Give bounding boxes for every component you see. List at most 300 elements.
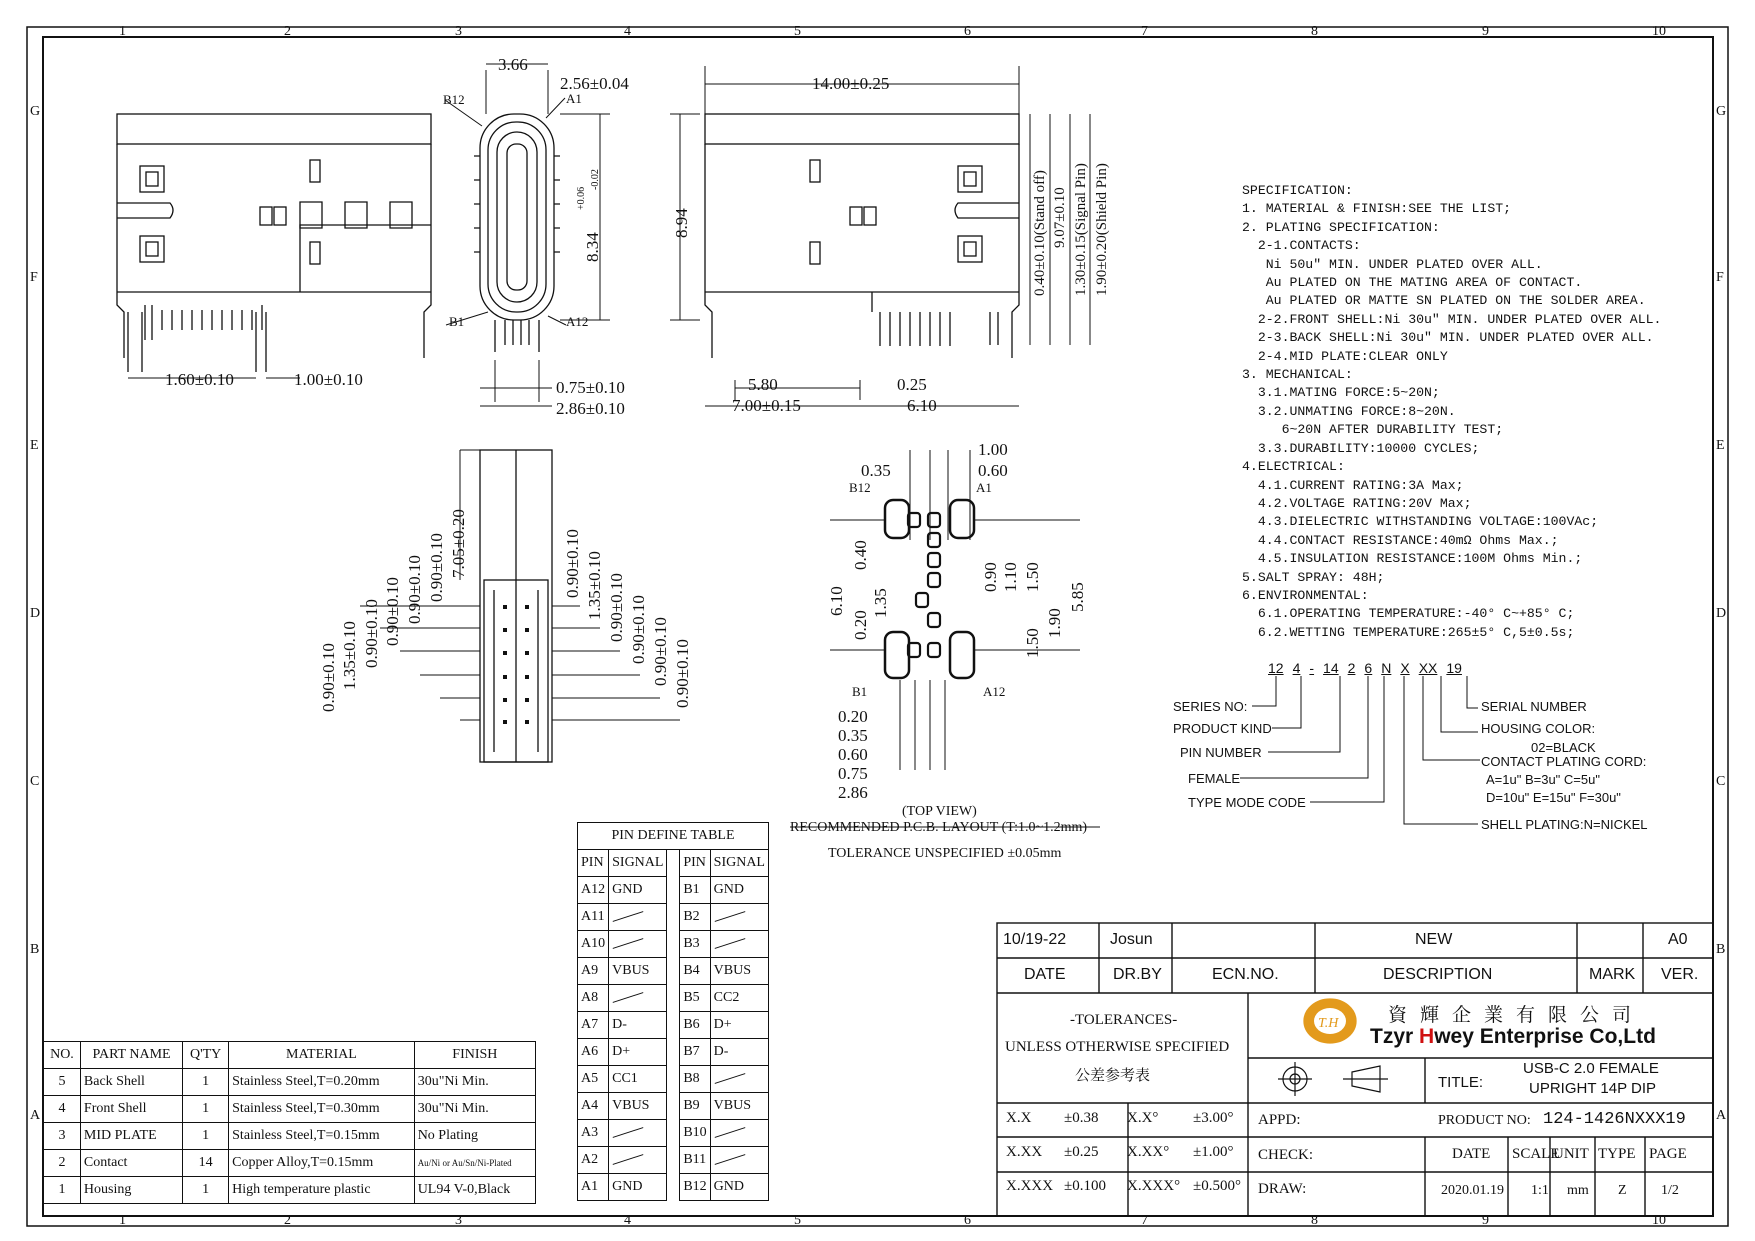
code-plating-def: D=10u" E=15u" F=30u" <box>1486 790 1621 805</box>
zone-col-top: 1 <box>119 24 126 39</box>
pin-table-gap <box>667 985 680 1012</box>
zone-col-bottom: 3 <box>455 1213 462 1228</box>
code-segment: 12 <box>1268 660 1284 676</box>
dim-pcb-100: 1.00 <box>978 440 1008 459</box>
table-row <box>578 985 769 1012</box>
zone-row-left: E <box>30 438 39 453</box>
bom-cell: Back Shell <box>80 1069 182 1096</box>
bom-cell: 2 <box>44 1150 81 1177</box>
not-connected-mark <box>613 911 644 922</box>
pin-table-gap <box>667 877 680 904</box>
zone-col-bottom: 2 <box>284 1213 291 1228</box>
plan-dim-right: 0.90±0.10 <box>607 573 626 642</box>
pin-cell: A10 <box>578 931 609 958</box>
title-label: TITLE: <box>1438 1074 1484 1091</box>
pcb-dim-bottom: 0.35 <box>838 726 868 745</box>
code-shell: SHELL PLATING:N=NICKEL <box>1481 817 1648 832</box>
plan-dim-left: 0.90±0.10 <box>362 599 381 668</box>
tolerance-cell: ±0.100 <box>1064 1178 1106 1194</box>
pin-cell: B9 <box>680 1093 710 1120</box>
pin-cell: A3 <box>578 1120 609 1147</box>
bom-cell: 14 <box>183 1150 229 1177</box>
head-date: DATE <box>1024 966 1066 983</box>
foot-type-value: Z <box>1618 1183 1627 1198</box>
bom-cell: No Plating <box>414 1123 535 1150</box>
dim-pcb-040: 0.40 <box>851 540 870 570</box>
dim-pcb-190: 1.90 <box>1045 608 1064 638</box>
dim-end-w2: 2.56±0.04 <box>560 74 629 93</box>
title-line2: UPRIGHT 14P DIP <box>1529 1080 1656 1097</box>
zone-row-left: F <box>30 270 38 285</box>
pin-cell: A7 <box>578 1012 609 1039</box>
foot-date-value: 2020.01.19 <box>1441 1183 1504 1198</box>
bom-cell: High temperature plastic <box>229 1177 415 1204</box>
dim-pcb-135: 1.35 <box>871 588 890 618</box>
code-pin-number: PIN NUMBER <box>1180 745 1262 760</box>
pin-cell: A8 <box>578 985 609 1012</box>
pin-cell: B12 <box>680 1174 710 1201</box>
bom-table <box>43 1041 536 1204</box>
spec-line: Au PLATED ON THE MATING AREA OF CONTACT. <box>1242 275 1583 291</box>
zone-row-right: G <box>1716 104 1727 119</box>
table-row <box>44 1069 536 1096</box>
pin-table-gap <box>667 1147 680 1174</box>
foot-page-value: 1/2 <box>1661 1183 1679 1198</box>
pcb-label-b1: B1 <box>852 684 868 699</box>
bom-cell: 1 <box>44 1177 81 1204</box>
tolerance-cell: X.X° <box>1127 1110 1159 1126</box>
signal-cell <box>609 931 667 958</box>
dim-end-w: 3.66 <box>498 55 528 74</box>
specification-notes <box>1242 182 1661 642</box>
not-connected-mark <box>714 911 745 922</box>
plan-dim-left: 0.90±0.10 <box>319 643 338 712</box>
bom-cell: Au/Ni or Au/Sn/Ni-Plated <box>414 1150 535 1177</box>
front-view <box>670 66 1090 406</box>
foot-unit-label: UNIT <box>1553 1146 1589 1162</box>
bom-cell: Stainless Steel,T=0.30mm <box>229 1096 415 1123</box>
pin-cell: B3 <box>680 931 710 958</box>
signal-col-header: SIGNAL <box>710 850 768 877</box>
pin-table-gap <box>667 1174 680 1201</box>
code-housing: HOUSING COLOR: <box>1481 721 1596 736</box>
table-row <box>578 1066 769 1093</box>
signal-cell <box>609 985 667 1012</box>
code-plating-abc: A=1u" B=3u" C=5u" <box>1486 772 1600 787</box>
dim-b610: 6.10 <box>907 396 937 415</box>
head-ver: VER. <box>1661 966 1699 983</box>
signal-cell: VBUS <box>609 958 667 985</box>
rev-date: 10/19-22 <box>1003 931 1067 948</box>
signal-cell: D- <box>609 1012 667 1039</box>
not-connected-mark <box>613 1154 644 1165</box>
signal-cell <box>710 931 768 958</box>
foot-type-label: TYPE <box>1598 1146 1636 1162</box>
dim-pcb-060: 0.60 <box>978 461 1008 480</box>
tolerances-cn: 公差参考表 <box>1075 1068 1151 1084</box>
not-connected-mark <box>613 1127 644 1138</box>
plan-right-dims <box>563 529 692 708</box>
spec-line: 6.1.OPERATING TEMPERATURE:-40° C~+85° C; <box>1242 606 1575 622</box>
pin-table-gap <box>667 1039 680 1066</box>
table-row <box>578 1120 769 1147</box>
table-row <box>578 877 769 904</box>
zone-col-top: 6 <box>964 24 971 39</box>
tolerance-cell: ±0.500° <box>1193 1178 1241 1194</box>
pcb-pads <box>908 513 940 657</box>
signal-cell: VBUS <box>710 1093 768 1120</box>
plan-dim-right: 0.90±0.10 <box>651 617 670 686</box>
signal-cell: GND <box>609 1174 667 1201</box>
signal-cell: CC1 <box>609 1066 667 1093</box>
pcb-top-view: (TOP VIEW) <box>902 804 977 819</box>
code-segment: 6 <box>1364 660 1373 676</box>
company-name-cn: 資輝企業有限公司 <box>1388 1005 1645 1026</box>
product-number: 124-1426NXXX19 <box>1543 1110 1686 1129</box>
spec-line: 4.5.INSULATION RESISTANCE:100M Ohms Min.; <box>1242 551 1583 567</box>
pin-table-gap <box>667 958 680 985</box>
pcb-pad <box>928 613 940 627</box>
tolerance-cell: ±0.25 <box>1064 1144 1099 1160</box>
rev-by: Josun <box>1110 931 1153 948</box>
spec-line: 2-4.MID PLATE:CLEAR ONLY <box>1242 348 1448 364</box>
zone-row-right: F <box>1716 270 1724 285</box>
plan-dim-left: 1.35±0.10 <box>340 621 359 690</box>
head-ecn: ECN.NO. <box>1212 966 1279 983</box>
foot-scale-label: SCALE <box>1512 1146 1560 1162</box>
head-mark: MARK <box>1589 966 1636 983</box>
label-b12: B12 <box>443 92 465 107</box>
pin-table-gap <box>667 850 680 877</box>
code-kind: PRODUCT KIND <box>1173 721 1272 736</box>
bom-cell: Front Shell <box>80 1096 182 1123</box>
plan-dim-left: 0.90±0.10 <box>405 555 424 624</box>
pin-define-table <box>577 822 769 1201</box>
bom-cell: 4 <box>44 1096 81 1123</box>
table-row <box>44 1177 536 1204</box>
zone-col-top: 3 <box>455 24 462 39</box>
not-connected-mark <box>714 1154 745 1165</box>
code-type-mode: TYPE MODE CODE <box>1188 795 1306 810</box>
zone-col-top: 7 <box>1141 24 1148 39</box>
dim-end-h: 8.34 <box>583 232 602 262</box>
pcb-pad <box>916 593 928 607</box>
not-connected-mark <box>613 938 644 949</box>
company-en-h: H <box>1419 1025 1435 1048</box>
pin-cell: A4 <box>578 1093 609 1120</box>
label-a12: A12 <box>566 314 589 329</box>
signal-cell <box>609 1120 667 1147</box>
tolerance-cell: X.XXX <box>1006 1178 1054 1194</box>
dim-shield-pin: 1.90±0.20(Shield Pin) <box>1094 163 1110 296</box>
dim-signal-pin: 1.30±0.15(Signal Pin) <box>1073 163 1089 296</box>
spec-line: 2. PLATING SPECIFICATION: <box>1242 219 1440 235</box>
code-segment: 2 <box>1347 660 1356 676</box>
pin-table-gap <box>667 1012 680 1039</box>
table-row <box>44 1123 536 1150</box>
dim-b025: 0.25 <box>897 375 927 394</box>
tolerance-cell: X.XX <box>1006 1144 1043 1160</box>
zone-col-top: 10 <box>1652 24 1666 39</box>
dim-h907: 9.07±0.10 <box>1052 187 1068 248</box>
pcb-recommended: RECOMMENDED P.C.B. LAYOUT (T:1.0~1.2mm) <box>790 820 1088 835</box>
signal-cell: GND <box>710 1174 768 1201</box>
dim-end-p2: 2.86±0.10 <box>556 399 625 418</box>
bom-cell: 30u"Ni Min. <box>414 1096 535 1123</box>
spec-line: 3. MECHANICAL: <box>1242 367 1353 383</box>
pin-cell: A5 <box>578 1066 609 1093</box>
signal-cell: VBUS <box>710 958 768 985</box>
title-line1: USB-C 2.0 FEMALE <box>1523 1060 1659 1077</box>
plan-dim-right: 1.35±0.10 <box>585 551 604 620</box>
signal-cell <box>609 904 667 931</box>
pcb-pad <box>928 553 940 567</box>
not-connected-mark <box>714 1127 745 1138</box>
pin-table-gap <box>667 1120 680 1147</box>
check-label: CHECK: <box>1258 1147 1314 1163</box>
dim-pcb-585: 5.85 <box>1068 582 1087 612</box>
pin-table-title: PIN DEFINE TABLE <box>578 823 769 850</box>
bom-cell: Housing <box>80 1177 182 1204</box>
company-name-en <box>1370 1025 1656 1049</box>
foot-unit-value: mm <box>1567 1183 1589 1198</box>
dim-pcb-150: 1.50 <box>1023 562 1042 592</box>
plan-dim-right: 0.90±0.10 <box>629 595 648 664</box>
pcb-label-a12: A12 <box>983 684 1006 699</box>
zone-row-right: B <box>1716 942 1726 957</box>
dim-pcb-035: 0.35 <box>861 461 891 480</box>
pin-cell: A9 <box>578 958 609 985</box>
code-serial: SERIAL NUMBER <box>1481 699 1587 714</box>
head-desc: DESCRIPTION <box>1383 966 1493 983</box>
pin-table-gap <box>667 931 680 958</box>
signal-cell: GND <box>710 877 768 904</box>
signal-cell: GND <box>609 877 667 904</box>
not-connected-mark <box>714 938 745 949</box>
bom-cell: MID PLATE <box>80 1123 182 1150</box>
dim-end-p1: 0.75±0.10 <box>556 378 625 397</box>
code-plating: CONTACT PLATING CORD: <box>1481 754 1647 769</box>
pcb-pad <box>928 643 940 657</box>
zone-row-right: D <box>1716 606 1727 621</box>
dim-top-w: 14.00±0.25 <box>812 74 890 93</box>
plan-left-dims <box>319 533 446 712</box>
bom-cell: Copper Alloy,T=0.15mm <box>229 1150 415 1177</box>
zone-row-left: D <box>30 606 41 621</box>
bom-cell: 1 <box>183 1096 229 1123</box>
zone-col-top: 8 <box>1311 24 1318 39</box>
zone-col-bottom: 4 <box>624 1213 631 1228</box>
bom-cell: 1 <box>183 1177 229 1204</box>
pin-cell: B4 <box>680 958 710 985</box>
zone-row-left: G <box>30 104 41 119</box>
bom-header-cell: Q'TY <box>183 1042 229 1069</box>
dim-top-h: 8.94 <box>672 208 691 238</box>
pcb-dim-bottom: 2.86 <box>838 783 868 802</box>
bom-cell: 1 <box>183 1069 229 1096</box>
code-black: 02=BLACK <box>1531 740 1596 755</box>
code-segment: XX <box>1418 660 1438 676</box>
signal-cell <box>710 1120 768 1147</box>
zone-row-right: A <box>1716 1108 1727 1123</box>
spec-line: 4.3.DIELECTRIC WITHSTANDING VOLTAGE:100VAc; <box>1242 514 1599 530</box>
zone-row-left: A <box>30 1108 41 1123</box>
plan-dim-right: 0.90±0.10 <box>563 529 582 598</box>
spec-line: 4.1.CURRENT RATING:3A Max; <box>1242 477 1464 493</box>
spec-line: 2-1.CONTACTS: <box>1242 238 1361 254</box>
product-label: PRODUCT NO: <box>1438 1113 1531 1128</box>
zone-col-bottom: 9 <box>1482 1213 1489 1228</box>
rev-ver: A0 <box>1668 931 1688 948</box>
zone-row-right: C <box>1716 774 1726 789</box>
rev-desc: NEW <box>1415 931 1453 948</box>
dim-b580: 5.80 <box>748 375 778 394</box>
zone-row-right: E <box>1716 438 1725 453</box>
bom-header-cell: PART NAME <box>80 1042 182 1069</box>
dim-plan-705: 7.05±0.20 <box>449 509 468 578</box>
spec-line: 4.ELECTRICAL: <box>1242 459 1345 475</box>
bom-header-cell: FINISH <box>414 1042 535 1069</box>
spec-line: 2-2.FRONT SHELL:Ni 30u" MIN. UNDER PLATED OVER ALL. <box>1242 311 1662 327</box>
pin-col-header: PIN <box>578 850 609 877</box>
plan-dim-right: 0.90±0.10 <box>673 639 692 708</box>
company-en-part2: wey Enterprise Co,Ltd <box>1434 1025 1656 1048</box>
code-segment: - <box>1309 660 1315 676</box>
pin-cell: B2 <box>680 904 710 931</box>
tolerance-cell: ±3.00° <box>1193 1110 1234 1126</box>
code-segment: X <box>1400 660 1410 676</box>
pin-table-gap <box>667 904 680 931</box>
signal-cell: D- <box>710 1039 768 1066</box>
spec-line: 4.4.CONTACT RESISTANCE:40mΩ Ohms Max.; <box>1242 532 1559 548</box>
pin-cell: A12 <box>578 877 609 904</box>
zone-col-bottom: 5 <box>794 1213 801 1228</box>
tolerance-cell: X.XXX° <box>1127 1178 1181 1194</box>
pcb-tolerance: TOLERANCE UNSPECIFIED ±0.05mm <box>828 846 1062 861</box>
dim-pcb-150b: 1.50 <box>1023 628 1042 658</box>
bom-cell: Stainless Steel,T=0.20mm <box>229 1069 415 1096</box>
foot-scale-value: 1:1 <box>1531 1183 1549 1198</box>
spec-line: 2-3.BACK SHELL:Ni 30u" MIN. UNDER PLATED OVER ALL. <box>1242 330 1654 346</box>
spec-line: Au PLATED OR MATTE SN PLATED ON THE SOLDER AREA. <box>1242 293 1646 309</box>
table-row <box>44 1150 536 1177</box>
tolerances-title: -TOLERANCES- <box>1070 1012 1178 1028</box>
bom-cell: 3 <box>44 1123 81 1150</box>
head-drby: DR.BY <box>1113 966 1162 983</box>
zone-row-left: C <box>30 774 40 789</box>
not-connected-mark <box>613 992 644 1003</box>
code-segment: 14 <box>1323 660 1339 676</box>
draw-label: DRAW: <box>1258 1181 1307 1197</box>
pcb-dim-bottom: 0.75 <box>838 764 868 783</box>
bom-header-cell: NO. <box>44 1042 81 1069</box>
foot-date-label: DATE <box>1452 1146 1491 1162</box>
signal-col-header: SIGNAL <box>609 850 667 877</box>
label-b1: B1 <box>449 314 465 329</box>
code-segment: N <box>1381 660 1392 676</box>
spec-line: 6.ENVIRONMENTAL: <box>1242 587 1369 603</box>
table-row <box>44 1096 536 1123</box>
table-row <box>578 904 769 931</box>
logo-text: T.H <box>1318 1016 1339 1031</box>
pin-cell: B5 <box>680 985 710 1012</box>
projection-symbol <box>1278 1062 1388 1096</box>
pin-cell: B1 <box>680 877 710 904</box>
tolerance-cell: X.X <box>1006 1110 1032 1126</box>
pcb-label-a1: A1 <box>976 480 992 495</box>
code-female: FEMALE <box>1188 771 1241 786</box>
spec-line: 1. MATERIAL & FINISH:SEE THE LIST; <box>1242 201 1512 217</box>
dim-pcb-610: 6.10 <box>827 586 846 616</box>
code-segment: 4 <box>1292 660 1301 676</box>
pin-cell: A6 <box>578 1039 609 1066</box>
bom-cell: UL94 V-0,Black <box>414 1177 535 1204</box>
signal-cell <box>710 904 768 931</box>
pin-cell: B7 <box>680 1039 710 1066</box>
zone-col-bottom: 10 <box>1652 1213 1666 1228</box>
plan-dim-left: 0.90±0.10 <box>427 533 446 602</box>
spec-line: SPECIFICATION: <box>1242 183 1353 198</box>
table-row <box>578 931 769 958</box>
code-series: SERIES NO: <box>1173 699 1248 714</box>
signal-cell <box>710 1066 768 1093</box>
table-row <box>578 1039 769 1066</box>
bom-cell: Contact <box>80 1150 182 1177</box>
dim-pcb-020: 0.20 <box>851 610 870 640</box>
dim-standoff: 0.40±0.10(Stand off) <box>1032 170 1048 296</box>
pin-cell: B11 <box>680 1147 710 1174</box>
pin-cell: B6 <box>680 1012 710 1039</box>
spec-line: 5.SALT SPRAY: 48H; <box>1242 569 1385 585</box>
plan-dim-left: 0.90±0.10 <box>383 577 402 646</box>
signal-cell: D+ <box>710 1012 768 1039</box>
zone-col-bottom: 1 <box>119 1213 126 1228</box>
pcb-dim-bottom: 0.20 <box>838 707 868 726</box>
pin-cell: B10 <box>680 1120 710 1147</box>
foot-page-label: PAGE <box>1649 1146 1687 1162</box>
bom-cell: 5 <box>44 1069 81 1096</box>
spec-line: 3.3.DURABILITY:10000 CYCLES; <box>1242 440 1480 456</box>
zone-col-top: 9 <box>1482 24 1489 39</box>
code-segment: 19 <box>1446 660 1462 676</box>
table-row <box>578 1174 769 1201</box>
bom-cell: Stainless Steel,T=0.15mm <box>229 1123 415 1150</box>
zone-col-bottom: 8 <box>1311 1213 1318 1228</box>
tolerance-cell: X.XX° <box>1127 1144 1170 1160</box>
pcb-label-b12: B12 <box>849 480 871 495</box>
zone-col-top: 2 <box>284 24 291 39</box>
pin-cell: B8 <box>680 1066 710 1093</box>
tolerance-cell: ±0.38 <box>1064 1110 1099 1126</box>
side-view <box>117 114 431 378</box>
spec-line: 3.1.MATING FORCE:5~20N; <box>1242 385 1440 401</box>
tolerance-cell: ±1.00° <box>1193 1144 1234 1160</box>
zone-col-top: 4 <box>624 24 631 39</box>
dim-pcb-090: 0.90 <box>981 562 1000 592</box>
pin-col-header: PIN <box>680 850 710 877</box>
bom-header-cell: MATERIAL <box>229 1042 415 1069</box>
dim-end-tol-dn: -0.02 <box>590 169 601 190</box>
part-code-row <box>1268 660 1471 676</box>
not-connected-mark <box>714 1073 745 1084</box>
pin-cell: A11 <box>578 904 609 931</box>
pin-table-gap <box>667 1066 680 1093</box>
company-en-part1: Tzyr <box>1370 1025 1420 1048</box>
dim-end-tol-up: +0.06 <box>576 186 587 210</box>
dim-side-w2: 1.00±0.10 <box>294 370 363 389</box>
signal-cell: D+ <box>609 1039 667 1066</box>
table-row <box>578 958 769 985</box>
